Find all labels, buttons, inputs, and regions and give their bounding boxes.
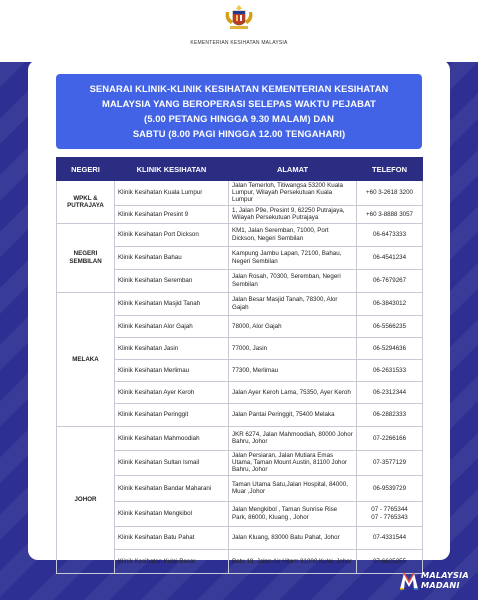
- alamat-cell: 78000, Alor Gajah: [229, 315, 357, 337]
- telefon-cell: 06-3843012: [357, 292, 423, 315]
- alamat-cell: 77300, Merlimau: [229, 359, 357, 381]
- klinik-cell: Klinik Kesihatan Peringgit: [115, 403, 229, 426]
- klinik-cell: Klinik Kesihatan Batu Pahat: [115, 526, 229, 549]
- klinik-cell: Klinik Kesihatan Kuala Lumpur: [115, 181, 229, 206]
- klinik-cell: Klinik Kesihatan Seremban: [115, 269, 229, 292]
- table-row: [57, 426, 423, 450]
- alamat-cell: Kampung Jambu Lapan, 72100, Bahau, Negeri Sembilan: [229, 246, 357, 269]
- telefon-cell: 06-4541234: [357, 246, 423, 269]
- alamat-cell: Jalan Kluang, 83000 Batu Pahat, Johor: [229, 526, 357, 549]
- page-title: [56, 74, 422, 149]
- alamat-cell: Jalan Ayer Keroh Lama, 75350, Ayer Keroh: [229, 381, 357, 403]
- telefon-cell: 07 - 7765344 07 - 7765343: [357, 501, 423, 526]
- negeri-cell: WPKL & PUTRAJAYA: [57, 181, 115, 224]
- table-row: [57, 181, 423, 206]
- klinik-cell: Klinik Kesihatan Mahmoodiah: [115, 426, 229, 450]
- klinik-cell: Klinik Kesihatan Bandar Maharani: [115, 475, 229, 501]
- klinik-cell: Klinik Kesihatan Jasin: [115, 337, 229, 359]
- telefon-cell: 07-3577129: [357, 450, 423, 475]
- klinik-cell: Klinik Kesihatan Kulai Besar: [115, 549, 229, 573]
- klinik-cell: Klinik Kesihatan Ayer Keroh: [115, 381, 229, 403]
- header-klinik: KLINIK KESIHATAN: [115, 158, 229, 181]
- alamat-cell: Batu 19, Jalan Air Hitam 81000 Kulai, Johor: [229, 549, 357, 573]
- klinik-cell: Klinik Kesihatan Presint 9: [115, 205, 229, 223]
- ministry-name: KEMENTERIAN KESIHATAN MALAYSIA: [190, 40, 288, 46]
- klinik-cell: Klinik Kesihatan Sultan Ismail: [115, 450, 229, 475]
- title-line-3: (5.00 PETANG HINGGA 9.30 MALAM) DAN: [144, 113, 334, 124]
- alamat-cell: Jalan Pantai Peringgit, 75400 Melaka: [229, 403, 357, 426]
- klinik-cell: Klinik Kesihatan Masjid Tanah: [115, 292, 229, 315]
- table-body: [57, 181, 423, 574]
- alamat-cell: Jalan Mengkibol , Taman Sunrise Rise Park, 86000, Kluang , Johor: [229, 501, 357, 526]
- table-row: [57, 292, 423, 315]
- alamat-cell: 77000, Jasin: [229, 337, 357, 359]
- klinik-cell: Klinik Kesihatan Merlimau: [115, 359, 229, 381]
- clinic-table: [56, 157, 423, 574]
- alamat-cell: Jalan Persiaran, Jalan Mutiara Emas Utama, Taman Mount Austin, 81100 Johor Bahru, Johor: [229, 450, 357, 475]
- alamat-cell: Taman Utama Satu,Jalan Hospital, 84000, Muar ,Johor: [229, 475, 357, 501]
- table-row: [57, 223, 423, 246]
- malaysia-madani-logo: [398, 566, 474, 594]
- table-header-row: [57, 158, 423, 181]
- madani-logo-text: [421, 570, 469, 590]
- telefon-cell: +60 3-8888 3057: [357, 205, 423, 223]
- alamat-cell: JKR 6274, Jalan Mahmoodiah, 80000 Johor Bahru, Johor: [229, 426, 357, 450]
- klinik-cell: Klinik Kesihatan Mengkibol: [115, 501, 229, 526]
- telefon-cell: 07-2266166: [357, 426, 423, 450]
- title-line-4: SABTU (8.00 PAGI HINGGA 12.00 TENGAHARI): [132, 128, 346, 139]
- klinik-cell: Klinik Kesihatan Bahau: [115, 246, 229, 269]
- header-alamat: ALAMAT: [229, 158, 357, 181]
- telefon-cell: +60 3-2618 3200: [357, 181, 423, 206]
- alamat-cell: 1, Jalan P9e, Presint 9, 62250 Putrajaya, Wilayah Persekutuan Putrajaya: [229, 205, 357, 223]
- telefon-cell: 06-2882333: [357, 403, 423, 426]
- telefon-cell: 06-9539729: [357, 475, 423, 501]
- negeri-cell: JOHOR: [57, 426, 115, 573]
- malaysia-coat-of-arms-icon: [222, 4, 256, 34]
- telefon-cell: 07-4331544: [357, 526, 423, 549]
- telefon-cell: 06-2312344: [357, 381, 423, 403]
- alamat-cell: Jalan Rosah, 70300, Seremban, Negeri Sembilan: [229, 269, 357, 292]
- madani-logo-line1: MALAYSIA: [421, 570, 469, 580]
- title-line-2: MALAYSIA YANG BEROPERASI SELEPAS WAKTU PEJABAT: [102, 98, 376, 109]
- telefon-cell: 06-6473333: [357, 223, 423, 246]
- telefon-cell: 06-5566235: [357, 315, 423, 337]
- madani-emblem-icon: [398, 569, 420, 591]
- alamat-cell: Jalan Temerloh, Titiwangsa 53200 Kuala Lumpur, Wilayah Persekutuan Kuala Lumpur: [229, 181, 357, 206]
- klinik-cell: Klinik Kesihatan Alor Gajah: [115, 315, 229, 337]
- klinik-cell: Klinik Kesihatan Port Dickson: [115, 223, 229, 246]
- negeri-cell: MELAKA: [57, 292, 115, 426]
- telefon-cell: 06-5294636: [357, 337, 423, 359]
- telefon-cell: 07-6625255: [357, 549, 423, 573]
- negeri-cell: NEGERI SEMBILAN: [57, 223, 115, 292]
- alamat-cell: KM1, Jalan Seremban, 71000, Port Dickson, Negeri Sembilan: [229, 223, 357, 246]
- header-negeri: NEGERI: [57, 158, 115, 181]
- telefon-cell: 06-2631533: [357, 359, 423, 381]
- telefon-cell: 06-7679267: [357, 269, 423, 292]
- title-line-1: SENARAI KLINIK-KLINIK KESIHATAN KEMENTERIAN KESIHATAN: [89, 83, 389, 94]
- madani-logo-line2: MADANI: [421, 580, 460, 590]
- alamat-cell: Jalan Besar Masjid Tanah, 78300, Alor Gajah: [229, 292, 357, 315]
- header-telefon: TELEFON: [357, 158, 423, 181]
